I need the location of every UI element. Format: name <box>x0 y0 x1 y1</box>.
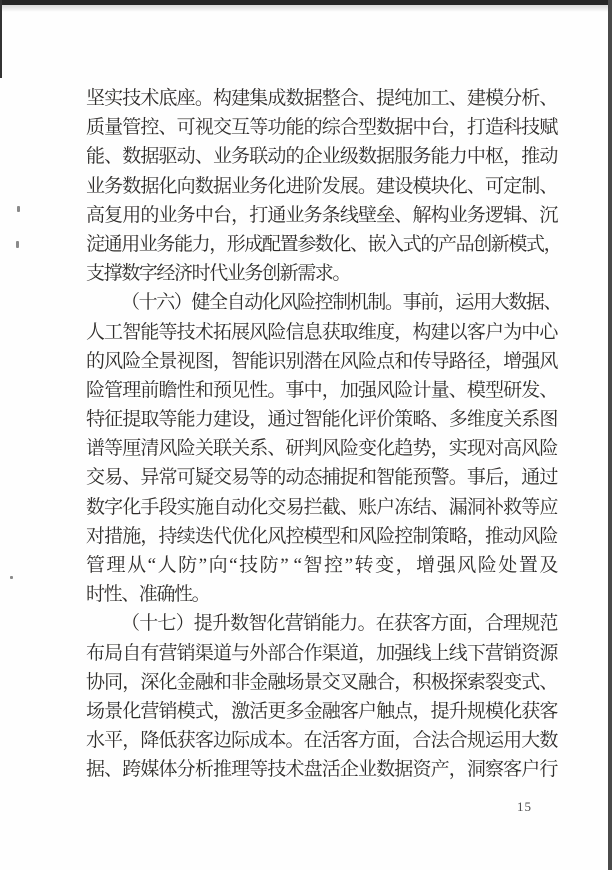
text-line: 淀通用业务能力，形成配置参数化、嵌入式的产品创新模式， <box>86 233 562 255</box>
text-line: 的风险全景视图，智能识别潜在风险点和传导路径，增强风 <box>86 350 557 372</box>
text-line: 据、跨媒体分析推理等技术盘活企业数据资产，洞察客户行 <box>86 759 557 781</box>
text-line: 特征提取等能力建设，通过智能化评价策略、多维度关系图 <box>86 409 557 431</box>
text-line: 交易、异常可疑交易等的动态捕捉和智能预警。事后，通过 <box>86 467 557 489</box>
scan-speck <box>17 206 20 212</box>
text-line: 对措施，持续迭代优化风控模型和风险控制策略，推动风险 <box>86 525 557 547</box>
text-line: 数字化手段实施自动化交易拦截、账户冻结、漏洞补救等应 <box>86 496 557 518</box>
text-line: 场景化营销模式，激活更多金融客户触点，提升规模化获客 <box>86 700 557 722</box>
text-line: 高复用的业务中台，打通业务条线壁垒、解构业务逻辑、沉 <box>86 204 557 226</box>
scan-left-corner <box>0 0 2 78</box>
text-line: 管理从“人防”向“技防” “智控”转变，增强风险处置及 <box>86 555 557 576</box>
scan-speck <box>10 576 13 579</box>
text-line: （十六）健全自动化风险控制机制。事前，运用大数据、 <box>121 292 562 314</box>
text-line: 谱等厘清风险关联关系、研判风险变化趋势，实现对高风险 <box>86 438 557 460</box>
text-line: 协同，深化金融和非金融场景交叉融合，积极探索裂变式、 <box>86 671 557 693</box>
scan-speck <box>16 241 19 248</box>
text-line: （十七）提升数智化营销能力。在获客方面，合理规范 <box>121 613 557 635</box>
text-line: 时性、准确性。 <box>86 584 210 606</box>
document-text-block <box>86 84 562 785</box>
text-line: 质量管控、可视交互等功能的综合型数据中台，打造科技赋 <box>86 117 557 139</box>
page-number: 15 <box>517 799 532 814</box>
text-line: 坚实技术底座。构建集成数据整合、提纯加工、建模分析、 <box>86 88 557 109</box>
scan-right-edge <box>608 0 612 870</box>
text-line: 险管理前瞻性和预见性。事中，加强风险计量、模型研发、 <box>86 379 557 401</box>
text-line: 能、数据驱动、业务联动的企业级数据服务能力中枢，推动 <box>86 146 557 168</box>
text-line: 布局自有营销渠道与外部合作渠道，加强线上线下营销资源 <box>86 642 557 664</box>
text-line: 人工智能等技术拓展风险信息获取维度，构建以客户为中心 <box>86 321 557 343</box>
scan-top-shadow <box>0 5 612 12</box>
text-line: 支撑数字经济时代业务创新需求。 <box>86 263 351 285</box>
text-line: 水平，降低获客边际成本。在活客方面，合法合规运用大数 <box>86 730 557 752</box>
text-line: 业务数据化向数据业务化进阶发展。建设模块化、可定制、 <box>86 175 557 197</box>
